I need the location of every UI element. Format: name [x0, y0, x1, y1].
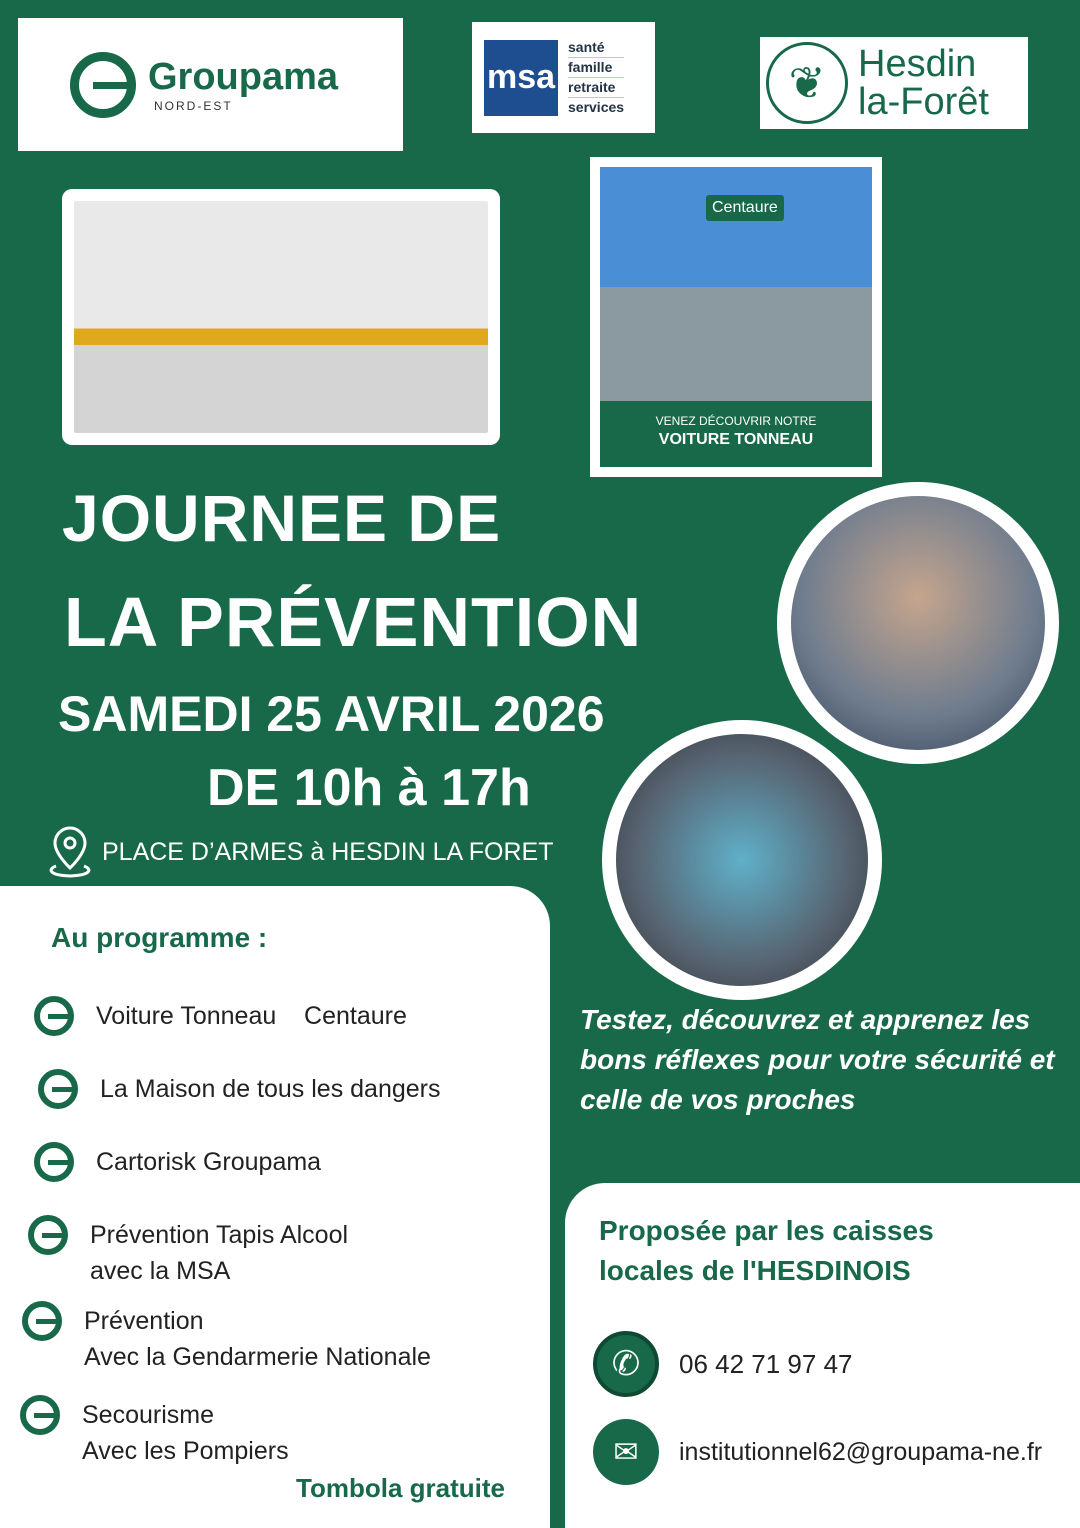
centaure-caption2: VOITURE TONNEAU	[658, 431, 814, 448]
firstaid-photo	[777, 482, 1059, 764]
hesdin-logo	[760, 37, 1028, 129]
program-item-sublabel: Avec la Gendarmerie Nationale	[84, 1343, 431, 1371]
centaure-badge: Centaure	[706, 195, 784, 221]
program-item	[20, 1397, 289, 1469]
program-item-label: Secourisme	[82, 1401, 214, 1429]
program-item	[34, 1144, 321, 1182]
gendarmes-photo	[62, 189, 500, 445]
location-pin-icon	[44, 824, 96, 880]
centaure-photo	[590, 157, 882, 477]
tagline: Testez, découvrez et apprenez les bons réflexes pour votre sécurité et celle de vos proches	[580, 1004, 1055, 1115]
program-item-label: Cartorisk Groupama	[96, 1148, 322, 1176]
program-item	[28, 1217, 348, 1289]
email-address[interactable]: institutionnel62@groupama-ne.fr	[679, 1437, 1043, 1466]
event-title-line2: LA PRÉVENTION	[64, 583, 643, 661]
location	[44, 824, 554, 880]
groupama-bullet-icon	[22, 1301, 62, 1341]
msa-line: services	[568, 99, 625, 115]
tombola-text: Tombola gratuite	[296, 1473, 505, 1503]
groupama-logo	[18, 18, 403, 151]
program-item-sublabel: Avec les Pompiers	[82, 1437, 289, 1465]
hesdin-line1: Hesdin	[858, 43, 977, 85]
groupama-bullet-icon	[28, 1215, 68, 1255]
groupama-sub: NORD-EST	[154, 99, 233, 113]
email-icon: ✉	[593, 1419, 659, 1485]
program-item-sublabel: avec la MSA	[90, 1257, 231, 1285]
contact-panel	[565, 1183, 1080, 1528]
phone-number[interactable]: 06 42 71 97 47	[679, 1348, 853, 1379]
contact-heading: Proposée par les caisses locales de l'HESDINOIS	[599, 1215, 934, 1286]
location-text: PLACE D’ARMES à HESDIN LA FORET	[102, 837, 554, 866]
program-item-label: Voiture Tonneau Centaure	[96, 1002, 407, 1030]
program-item-label: Prévention Tapis Alcool	[90, 1221, 349, 1249]
event-hours: DE 10h à 17h	[207, 759, 531, 817]
groupama-bullet-icon	[38, 1069, 78, 1109]
msa-line: famille	[568, 58, 624, 78]
program-item	[38, 1071, 441, 1109]
groupama-name: Groupama	[148, 56, 339, 98]
msa-line: santé	[568, 38, 624, 58]
event-date: SAMEDI 25 AVRIL 2026	[58, 686, 605, 742]
groupama-bullet-icon	[20, 1395, 60, 1435]
program-panel	[0, 886, 550, 1528]
groupama-bullet-icon	[34, 996, 74, 1036]
scooters-photo	[602, 720, 882, 1000]
groupama-bullet-icon	[34, 1142, 74, 1182]
msa-logo	[472, 22, 655, 133]
tree-icon: ❦	[766, 42, 848, 124]
msa-mark: msa	[484, 40, 558, 116]
program-item	[34, 998, 407, 1036]
event-title-line1: JOURNEE DE	[62, 481, 502, 555]
groupama-g-icon	[70, 52, 136, 118]
centaure-caption1: VENEZ DÉCOUVRIR NOTRE	[655, 414, 817, 428]
program-item	[22, 1303, 431, 1375]
hesdin-line2: la-Forêt	[858, 81, 989, 123]
msa-line: retraite	[568, 78, 624, 98]
program-heading: Au programme :	[51, 922, 268, 953]
program-item-label: La Maison de tous les dangers	[100, 1075, 441, 1103]
phone-icon: ✆	[593, 1331, 659, 1397]
program-item-label: Prévention	[84, 1307, 204, 1335]
